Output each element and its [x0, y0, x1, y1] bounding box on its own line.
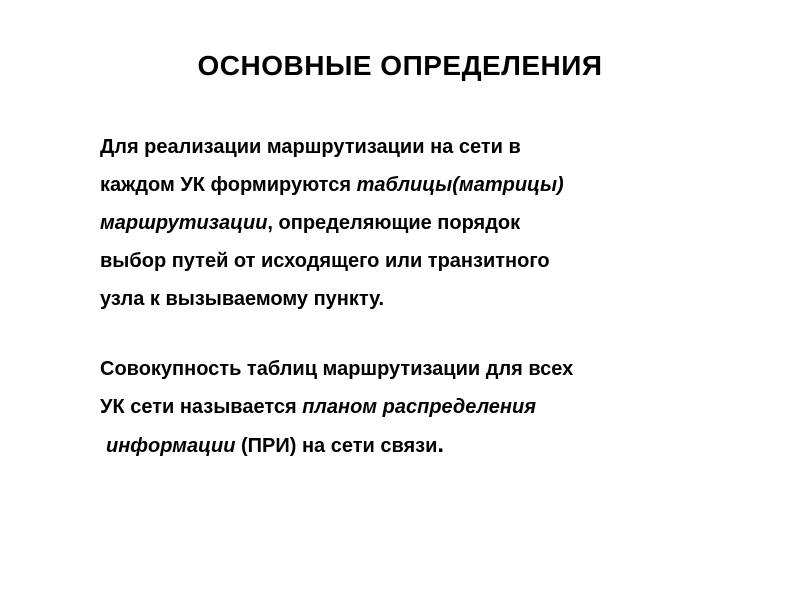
term-information: информации — [106, 435, 236, 457]
paragraph1-line5: узла к вызываемому пункту. — [100, 288, 385, 310]
paragraph2-line1: Совокупность таблиц маршрутизации для всех — [100, 358, 574, 380]
paragraph2-line2 — [100, 388, 770, 426]
definition-paragraph-routing-tables — [100, 128, 770, 318]
paragraph1-line3 — [100, 204, 770, 242]
term-routing-tables: таблицы(матрицы) — [356, 174, 564, 196]
paragraph1-line2-text: каждом УК формируются — [100, 174, 357, 196]
paragraph2-line3 — [100, 426, 770, 465]
slide-title: ОСНОВНЫЕ ОПРЕДЕЛЕНИЯ — [197, 50, 603, 81]
paragraph1-line4: выбор путей от исходящего или транзитного — [100, 250, 550, 272]
paragraph1-line2 — [100, 166, 770, 204]
definition-paragraph-distribution-plan — [100, 350, 770, 465]
paragraph2-end-period: . — [437, 431, 445, 458]
paragraph2-line3-text: (ПРИ) на сети связи — [235, 435, 438, 457]
term-distribution-plan: планом распределения — [302, 396, 537, 418]
term-routing: маршрутизации — [100, 212, 268, 234]
paragraph2-line2-text: УК сети называется — [100, 396, 303, 418]
paragraph1-line1: Для реализации маршрутизации на сети в — [100, 136, 521, 158]
paragraph1-line3-text: , определяющие порядок — [267, 212, 521, 234]
